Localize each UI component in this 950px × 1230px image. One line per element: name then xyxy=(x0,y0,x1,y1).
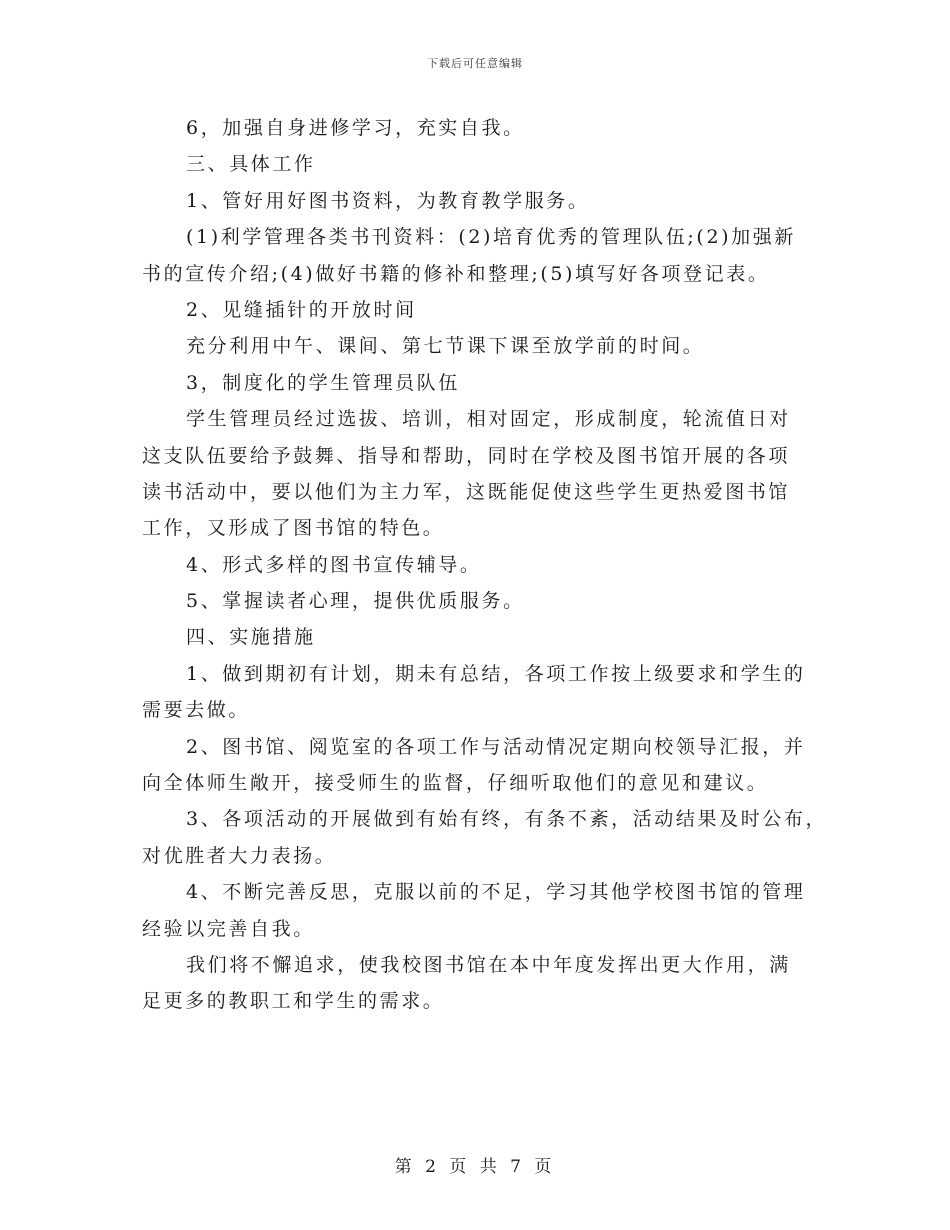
text-line: 3，制度化的学生管理员队伍 xyxy=(186,371,460,394)
text-line: 2、见缝插针的开放时间 xyxy=(186,298,417,321)
text-line: 1、管好用好图书资料，为教育教学服务。 xyxy=(186,189,590,212)
text-line: 学生管理员经过选拔、培训，相对固定，形成制度，轮流值日对 xyxy=(186,408,791,431)
text-line: 6，加强自身进修学习，充实自我。 xyxy=(186,117,525,139)
text-line: 需要去做。 xyxy=(142,699,251,722)
text-line: 足更多的教职工和学生的需求。 xyxy=(142,990,445,1013)
text-line: (1)利学管理各类书刊资料：(2)培育优秀的管理队伍;(2)加强新 xyxy=(186,226,796,249)
text-line: 3、各项活动的开展做到有始有终，有条不紊，活动结果及时公布， xyxy=(186,808,828,831)
text-line: 2、图书馆、阅览室的各项工作与活动情况定期向校领导汇报，并 xyxy=(186,735,806,758)
document-body xyxy=(142,110,828,1020)
text-line: 读书活动中，要以他们为主力军，这既能促使这些学生更热爱图书馆 xyxy=(142,480,791,503)
text-line: 这支队伍要给予鼓舞、指导和帮助，同时在学校及图书馆开展的各项 xyxy=(142,444,791,467)
text-line: 经验以完善自我。 xyxy=(142,917,315,940)
page-footer-indicator: 第 2 页 共 7 页 xyxy=(394,1157,556,1177)
text-line: 工作，又形成了图书馆的特色。 xyxy=(142,517,445,540)
text-line: 向全体师生敞开，接受师生的监督，仔细听取他们的意见和建议。 xyxy=(142,772,769,795)
text-line: 我们将不懈追求，使我校图书馆在本中年度发挥出更大作用，满 xyxy=(186,953,791,976)
text-line: 四、实施措施 xyxy=(186,626,316,649)
text-line: 4、不断完善反思，克服以前的不足，学习其他学校图书馆的管理 xyxy=(186,881,806,904)
text-line: 充分利用中午、课间、第七节课下课至放学前的时间。 xyxy=(186,335,705,358)
text-line: 4、形式多样的图书宣传辅导。 xyxy=(186,553,482,576)
text-line: 1、做到期初有计划，期未有总结，各项工作按上级要求和学生的 xyxy=(186,662,806,685)
text-line: 5、掌握读者心理，提供优质服务。 xyxy=(186,590,525,613)
header-note: 下载后可任意编辑 xyxy=(427,57,523,70)
text-line: 书的宣传介绍;(4)做好书籍的修补和整理;(5)填写好各项登记表。 xyxy=(142,262,770,285)
text-line: 对优胜者大力表扬。 xyxy=(142,844,337,867)
text-line: 三、具体工作 xyxy=(186,153,316,176)
